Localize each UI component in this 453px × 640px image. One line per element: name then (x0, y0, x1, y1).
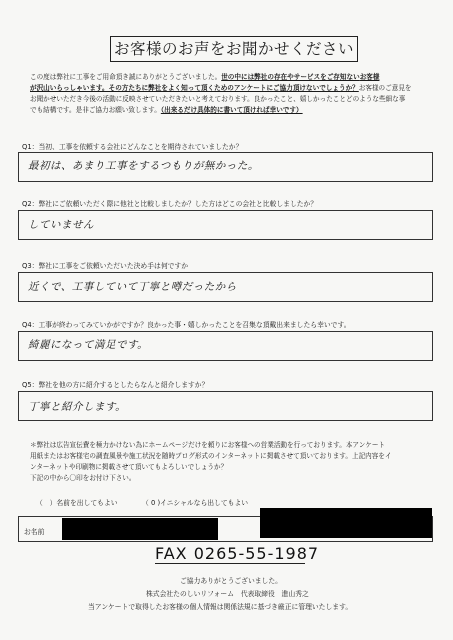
note-line4: 下記の中から〇印をお付け下さい。 (30, 474, 136, 482)
intro-line1-a: この度は弊社に工事をご用命頂き誠にありがとうございました。 (30, 73, 222, 81)
name-label: お名前 (24, 528, 45, 536)
fax-number: FAX 0265-55-1987 (155, 544, 320, 563)
footer-privacy: 当アンケートで取得したお客様の個人情報は関係法規に基づき厳正に管理いたします。 (88, 603, 353, 611)
redaction-block (260, 508, 432, 538)
note-line3: ンターネットや印刷物に掲載させて頂いてもよろしいでしょうか？ (30, 463, 228, 471)
answer-text-1: 最初は、あまり工事をするつもりが無かった。 (28, 160, 259, 172)
fax-underline (155, 563, 305, 564)
intro-line1-c: お客様 (359, 73, 380, 81)
question-label-4: Q4：工事が終わってみていかがですか？良かった事・嬉しかったことを召集な頂戴出来ましたら幸いです。 (22, 321, 351, 329)
answer-text-3: 近くで、工事していて丁寧と噂だったから (28, 281, 237, 293)
footer-thanks: ご協力ありがとうございました。 (180, 577, 282, 585)
answer-text-4: 綺麗になって満足です。 (28, 339, 149, 351)
question-label-1: Q1：当初、工事を依頼する会社にどんなことを期待されていましたか？ (22, 143, 243, 151)
question-label-5: Q5：弊社を他の方に紹介するとしたらなんと紹介しますか？ (22, 381, 209, 389)
note-line2: 用紙またはお客様宅の調査風景や施工状況を随時ブログ形式のインターネットに掲載させて頂いております。上記内容をイ (30, 452, 392, 460)
question-label-3: Q3：弊社に工事をご依頼いただいた決め手は何ですか (22, 262, 189, 270)
answer-text-2: していません (28, 219, 94, 231)
note-line1: ＊弊社は広告宣伝費を極力かけない為にホームページだけを頼りにお客様への営業活動を行っております。本アンケート (30, 441, 386, 449)
answer-text-5: 丁寧と紹介します。 (28, 401, 127, 413)
redaction-block (62, 518, 218, 540)
intro-line4-b: （出来るだけ具体的に書いて頂ければ幸いです） (160, 106, 303, 114)
intro-line3: お聞かせいただき今後の活動に反映させていただきたいと考えております。良かったこと、嬉しかったことどのような些細な事 (30, 95, 406, 103)
consent-note (30, 440, 430, 484)
intro-text (30, 72, 430, 116)
intro-line4-a: でも結構です。是非ご協力お願い致します。 (30, 106, 161, 114)
intro-line2-a: が沢山いらっしゃいます。その方たちに弊社をよく知って頂くためのアンケートにご協力頂けないでしょうか？ (30, 84, 359, 92)
option-full-name[interactable]: （ ）名前を出してもよい (36, 499, 118, 507)
question-label-2: Q2：弊社にご依頼いただく際に他社と比較しましたか？した方はどこの会社と比較しましたか？ (22, 200, 318, 208)
intro-line2-b: お客様のご意見を (358, 84, 412, 92)
page-title: お客様のお声をお聞かせください (110, 36, 358, 62)
footer-company: 株式会社たのしいリフォーム 代表取締役 進山秀之 (146, 590, 309, 598)
option-initials[interactable]: （ 0 )イニシャルなら出してもよい (142, 499, 249, 507)
intro-line1-b: 世の中には弊社の存在やサービスをご存知ない (221, 73, 360, 81)
